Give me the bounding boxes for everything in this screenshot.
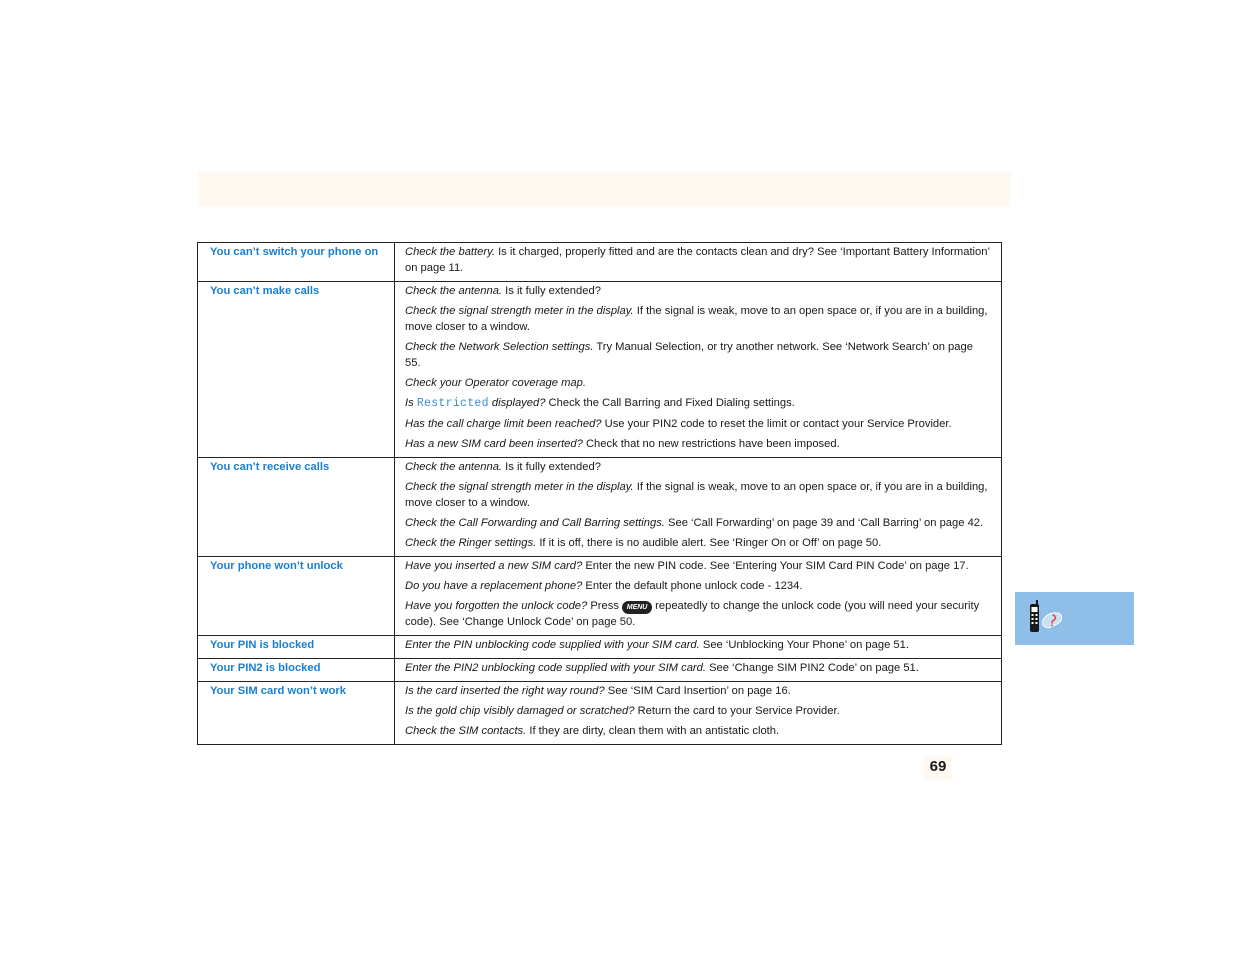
check-text: Enter the PIN unblocking code supplied with your SIM card. [405, 639, 700, 651]
advice-text: repeatedly to change the unlock code (you will need your security code). See ‘Change Unlock Code’ on page 50. [405, 600, 980, 628]
check-text: Is the card inserted the right way round? [405, 685, 605, 697]
table-row [198, 458, 1002, 557]
solution-line [405, 683, 991, 699]
check-text: Check the battery. [405, 246, 495, 258]
table-row [198, 243, 1002, 282]
problem-label: Your PIN2 is blocked [198, 659, 395, 682]
problem-label: You can’t receive calls [198, 458, 395, 557]
solution-line [405, 244, 991, 276]
table-row [198, 557, 1002, 636]
solution-cell [395, 636, 1002, 659]
advice-text: See ‘Call Forwarding’ on page 39 and ‘Call Barring’ on page 42. [664, 517, 984, 529]
check-text-prefix: Is [405, 397, 417, 409]
solution-line [405, 339, 991, 371]
solution-cell [395, 458, 1002, 557]
troubleshooting-table [197, 242, 1002, 745]
problem-label: Your PIN is blocked [198, 636, 395, 659]
table-row [198, 682, 1002, 745]
solution-line [405, 436, 991, 452]
problem-label: Your phone won’t unlock [198, 557, 395, 636]
solution-line [405, 303, 991, 335]
advice-text: Enter the new PIN code. See ‘Entering Your SIM Card PIN Code’ on page 17. [582, 560, 969, 572]
check-text: Is the gold chip visibly damaged or scratched? [405, 705, 635, 717]
advice-text: Use your PIN2 code to reset the limit or contact your Service Provider. [601, 418, 952, 430]
solution-line [405, 416, 991, 432]
check-text: Check the Call Forwarding and Call Barring settings. [405, 517, 665, 529]
advice-text: Enter the default phone unlock code - 1234. [582, 580, 803, 592]
solution-line [405, 375, 991, 391]
table-row [198, 282, 1002, 458]
solution-line [405, 703, 991, 719]
solution-line [405, 479, 991, 511]
solution-line [405, 395, 991, 412]
table-row [198, 659, 1002, 682]
solution-line [405, 660, 991, 676]
advice-text: Is it fully extended? [502, 461, 601, 473]
check-text: Have you inserted a new SIM card? [405, 560, 583, 572]
display-text-restricted: Restricted [416, 397, 489, 410]
advice-text: Check that no new restrictions have been imposed. [582, 438, 840, 450]
check-text: Has the call charge limit been reached? [405, 418, 602, 430]
advice-text: If it is off, there is no audible alert. See ‘Ringer On or Off’ on page 50. [536, 537, 882, 549]
solution-line [405, 578, 991, 594]
check-text: Check the signal strength meter in the display. [405, 481, 634, 493]
check-text: Enter the PIN2 unblocking code supplied with your SIM card. [405, 662, 706, 674]
solution-line [405, 637, 991, 653]
advice-text: If the signal is weak, move to an open space or, if you are in a building, move closer to a window. [405, 481, 988, 509]
check-text: Check your Operator coverage map. [405, 377, 586, 389]
problem-label: Your SIM card won’t work [198, 682, 395, 745]
chapter-side-tab[interactable] [1015, 592, 1134, 645]
solution-cell [395, 659, 1002, 682]
check-text: Check the SIM contacts. [405, 725, 527, 737]
advice-text: If they are dirty, clean them with an antistatic cloth. [526, 725, 780, 737]
check-text: displayed? [488, 397, 546, 409]
solution-cell [395, 682, 1002, 745]
check-text: Check the Ringer settings. [405, 537, 537, 549]
solution-cell [395, 557, 1002, 636]
solution-line [405, 598, 991, 630]
advice-text: See ‘Unblocking Your Phone’ on page 51. [699, 639, 909, 651]
page-number: 69 [924, 756, 952, 780]
table-row [198, 636, 1002, 659]
advice-text: See ‘Change SIM PIN2 Code’ on page 51. [705, 662, 919, 674]
solution-cell [395, 243, 1002, 282]
solution-line [405, 459, 991, 475]
header-band [198, 172, 1011, 207]
check-text: Have you forgotten the unlock code? [405, 600, 588, 612]
check-text: Check the antenna. [405, 461, 503, 473]
advice-text: Check the Call Barring and Fixed Dialing settings. [545, 397, 795, 409]
solution-line [405, 535, 991, 551]
solution-line [405, 558, 991, 574]
check-text: Has a new SIM card been inserted? [405, 438, 583, 450]
advice-text: Return the card to your Service Provider. [634, 705, 840, 717]
advice-text: See ‘SIM Card Insertion’ on page 16. [604, 685, 791, 697]
advice-text: If the signal is weak, move to an open space or, if you are in a building, move closer to a window. [405, 305, 988, 333]
problem-label: You can’t switch your phone on [198, 243, 395, 282]
advice-text: Is it charged, properly fitted and are the contacts clean and dry? See ‘Important Battery Information’ on page 11. [405, 246, 990, 274]
advice-text: Is it fully extended? [502, 285, 601, 297]
advice-text: Try Manual Selection, or try another network. See ‘Network Search’ on page 55. [405, 341, 973, 369]
solution-line [405, 283, 991, 299]
advice-text-prefix: Press [587, 600, 623, 612]
phone-troubleshooting-icon [1027, 598, 1067, 638]
check-text: Do you have a replacement phone? [405, 580, 583, 592]
check-text: Check the signal strength meter in the display. [405, 305, 634, 317]
solution-line [405, 515, 991, 531]
check-text: Check the antenna. [405, 285, 503, 297]
check-text: Check the Network Selection settings. [405, 341, 594, 353]
menu-key-icon: MENU [622, 601, 652, 614]
solution-line [405, 723, 991, 739]
solution-cell [395, 282, 1002, 458]
problem-label: You can’t make calls [198, 282, 395, 458]
